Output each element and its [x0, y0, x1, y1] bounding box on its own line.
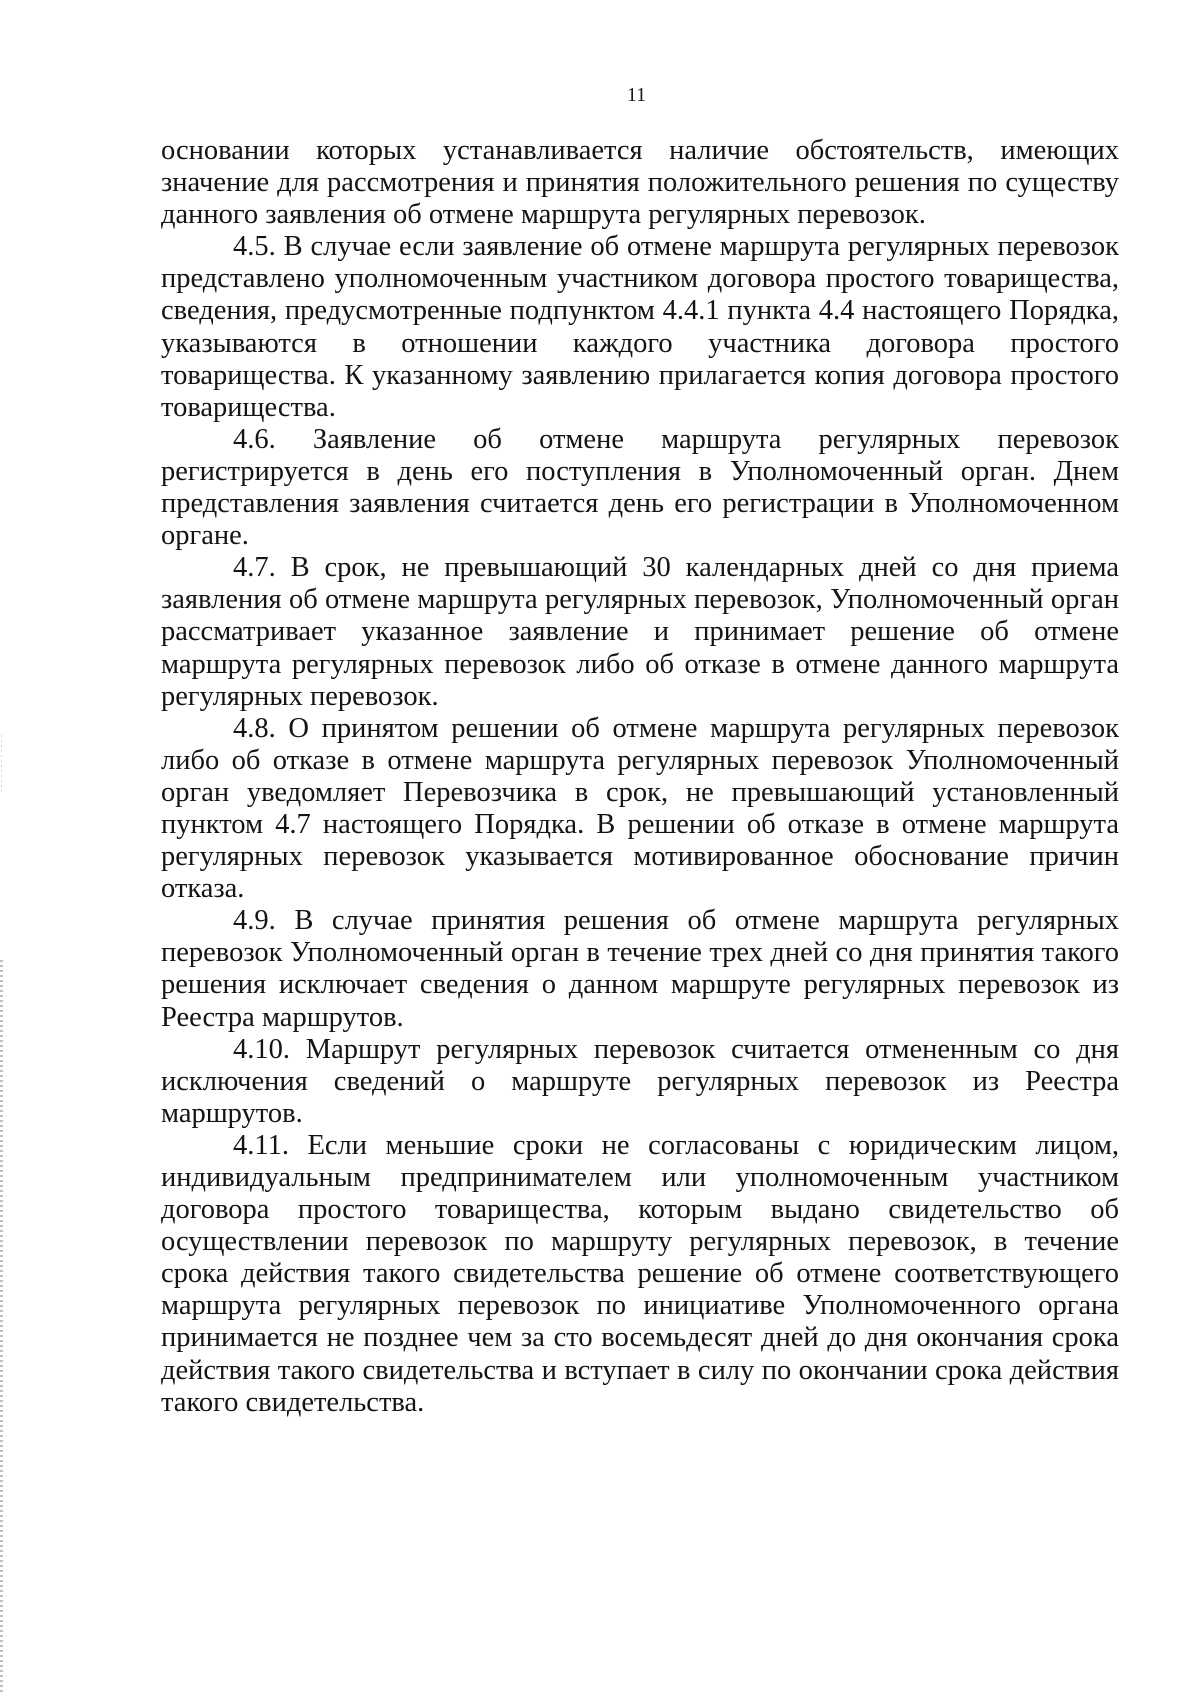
page-number: 11 [626, 84, 647, 106]
paragraph-4-9: 4.9. В случае принятия решения об отмене маршрута регулярных перевозок Уполномоченный орган в течение трех дней со дня принятия такого решения исключает сведения о данном маршруте регулярных перевозок из Реестра маршрутов. [161, 905, 1119, 1033]
paragraph-4-7: 4.7. В срок, не превышающий 30 календарных дней со дня приема заявления об отмене маршрута регулярных перевозок, Уполномоченный орган рассматривает указанное заявление и принимает решение об отмене маршрута регулярных перевозок либо об отказе в отмене данного маршрута регулярных перевозок. [161, 552, 1119, 712]
paragraph-4-6: 4.6. Заявление об отмене маршрута регулярных перевозок регистрируется в день его поступления в Уполномоченный орган. Днем представления заявления считается день его регистрации в Уполномоченном органе. [161, 423, 1119, 552]
scan-edge-marks-upper [1, 735, 2, 795]
body-text [161, 135, 1119, 1419]
scan-edge-marks [0, 960, 3, 1694]
paragraph-4-5: 4.5. В случае если заявление об отмене маршрута регулярных перевозок представлено уполномоченным участником договора простого товарищества, сведения, предусмотренные подпунктом 4.4.1 пункта 4.4 настоящего Порядка, указываются в отношении каждого участника договора простого товарищества. К указанному заявлению прилагается копия договора простого товарищества. [161, 231, 1119, 423]
paragraph-4-10: 4.10. Маршрут регулярных перевозок считается отмененным со дня исключения сведений о маршруте регулярных перевозок из Реестра маршрутов. [161, 1033, 1119, 1129]
paragraph-continuation: основании которых устанавливается наличие обстоятельств, имеющих значение для рассмотрения и принятия положительного решения по существу данного заявления об отмене маршрута регулярных перевозок. [161, 135, 1119, 231]
paragraph-4-8: 4.8. О принятом решении об отмене маршрута регулярных перевозок либо об отказе в отмене маршрута регулярных перевозок Уполномоченный орган уведомляет Перевозчика в срок, не превышающий установленный пунктом 4.7 настоящего Порядка. В решении об отказе в отмене маршрута регулярных перевозок указывается мотивированное обоснование причин отказа. [161, 712, 1119, 905]
paragraph-4-11: 4.11. Если меньшие сроки не согласованы с юридическим лицом, индивидуальным предпринимателем или уполномоченным участником договора простого товарищества, которым выдано свидетельство об осуществлении перевозок по маршруту регулярных перевозок, в течение срока действия такого свидетельства решение об отмене соответствующего маршрута регулярных перевозок по инициативе Уполномоченного органа принимается не позднее чем за сто восемьдесят дней до дня окончания срока действия такого свидетельства и вступает в силу по окончании срока действия такого свидетельства. [161, 1129, 1119, 1418]
